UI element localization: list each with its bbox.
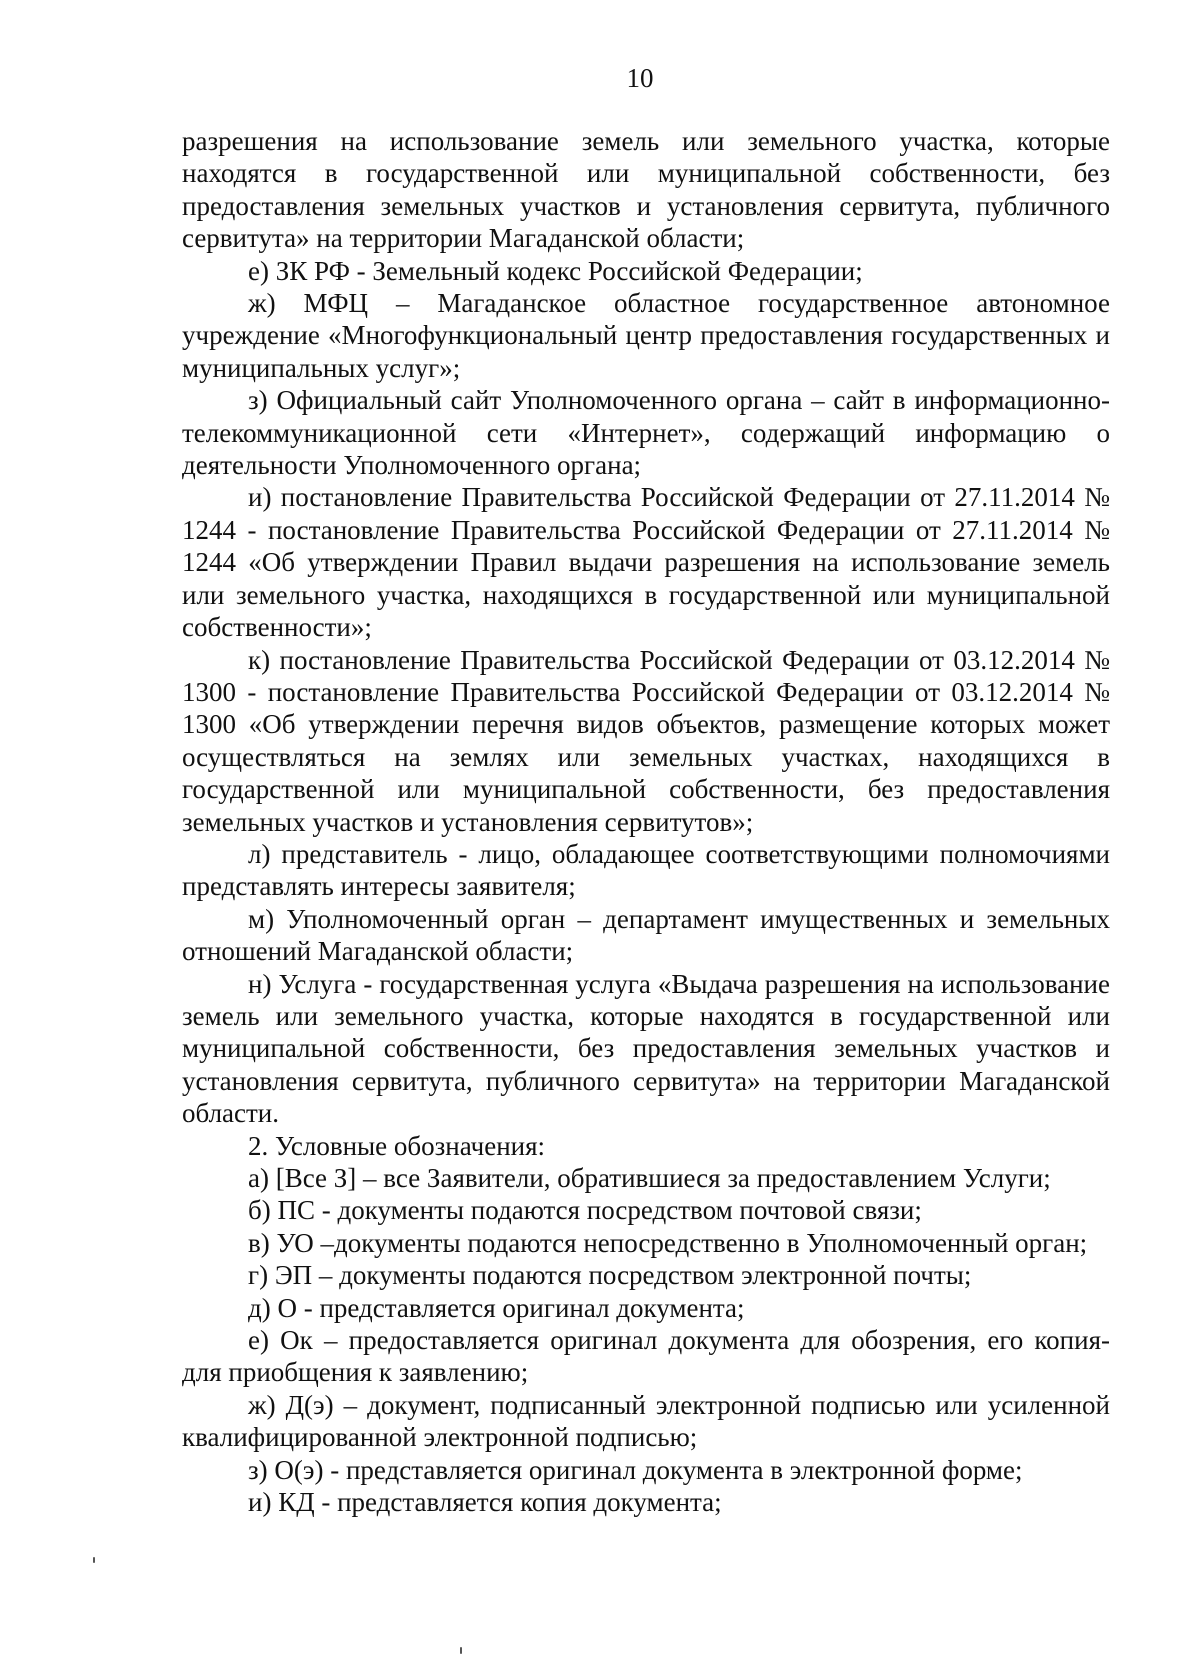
paragraph: 2. Условные обозначения:: [248, 1130, 546, 1161]
paragraph: а) [Все З] – все Заявители, обратившиеся за предоставлением Услуги;: [248, 1163, 1051, 1193]
page-number: 10: [626, 63, 654, 93]
paragraph: ж) МФЦ – Магаданское областное государственное автономное учреждение «Многофункциональный центр предоставления государственных и муниципальных услуг»;: [182, 288, 1110, 383]
paragraph: и) КД - представляется копия документа;: [248, 1487, 722, 1518]
paragraph: л) представитель - лицо, обладающее соответствующими полномочиями представлять интересы заявителя;: [182, 838, 1110, 902]
paragraph: б) ПС - документы подаются посредством почтовой связи;: [248, 1195, 922, 1226]
paragraph: з) О(э) - представляется оригинал документа в электронной форме;: [248, 1454, 1023, 1485]
paragraph: и) постановление Правительства Российской Федерации от 27.11.2014 № 1244 - постановление Правительства Российской Федерации от 27.11.2014 № 1244 «Об утверждении Правил выдачи разрешения на использование земель или земельного участка, находящихся в государственной или муниципальной собственности»;: [182, 482, 1110, 643]
paragraph: н) Услуга - государственная услуга «Выдача разрешения на использование земель или земельного участка, которые находятся в государственной или муниципальной собственности, без предоставления земельных участков и установления сервитута, публичного сервитута» на территории Магаданской области.: [182, 968, 1110, 1129]
paragraph: в) УО –документы подаются непосредственно в Уполномоченный орган;: [248, 1227, 1088, 1258]
paragraph: е) ЗК РФ - Земельный кодекс Российской Федерации;: [248, 255, 863, 286]
paragraph: г) ЭП – документы подаются посредством электронной почты;: [248, 1260, 972, 1291]
paragraph: к) постановление Правительства Российской Федерации от 03.12.2014 № 1300 - постановление Правительства Российской Федерации от 03.12.2014 № 1300 «Об утверждении перечня видов объектов, размещение которых может осуществляться на землях или земельных участках, находящихся в государственной или муниципальной собственности, без предоставления земельных участков и установления сервитутов»;: [182, 644, 1110, 837]
paragraph: е) Ок – предоставляется оригинал документа для обозрения, его копия- для приобщения к заявлению;: [182, 1325, 1110, 1388]
paragraph: д) О - представляется оригинал документа;: [248, 1292, 745, 1323]
paragraph: м) Уполномоченный орган – департамент имущественных и земельных отношений Магаданской области;: [182, 903, 1110, 967]
paragraph: ж) Д(э) – документ, подписанный электронной подписью или усиленной квалифицированной электронной подписью;: [182, 1389, 1110, 1453]
document-body: [182, 125, 1110, 1518]
scan-speck: [93, 1557, 95, 1563]
scan-speck: [460, 1647, 462, 1654]
paragraph: разрешения на использование земель или земельного участка, которые находятся в государственной или муниципальной собственности, без предоставления земельных участков и установления сервитута, публичного сервитута» на территории Магаданской области;: [182, 126, 1110, 254]
paragraph: з) Официальный сайт Уполномоченного органа – сайт в информационно-телекоммуникационной сети «Интернет», содержащий информацию о деятельности Уполномоченного органа;: [182, 385, 1110, 481]
